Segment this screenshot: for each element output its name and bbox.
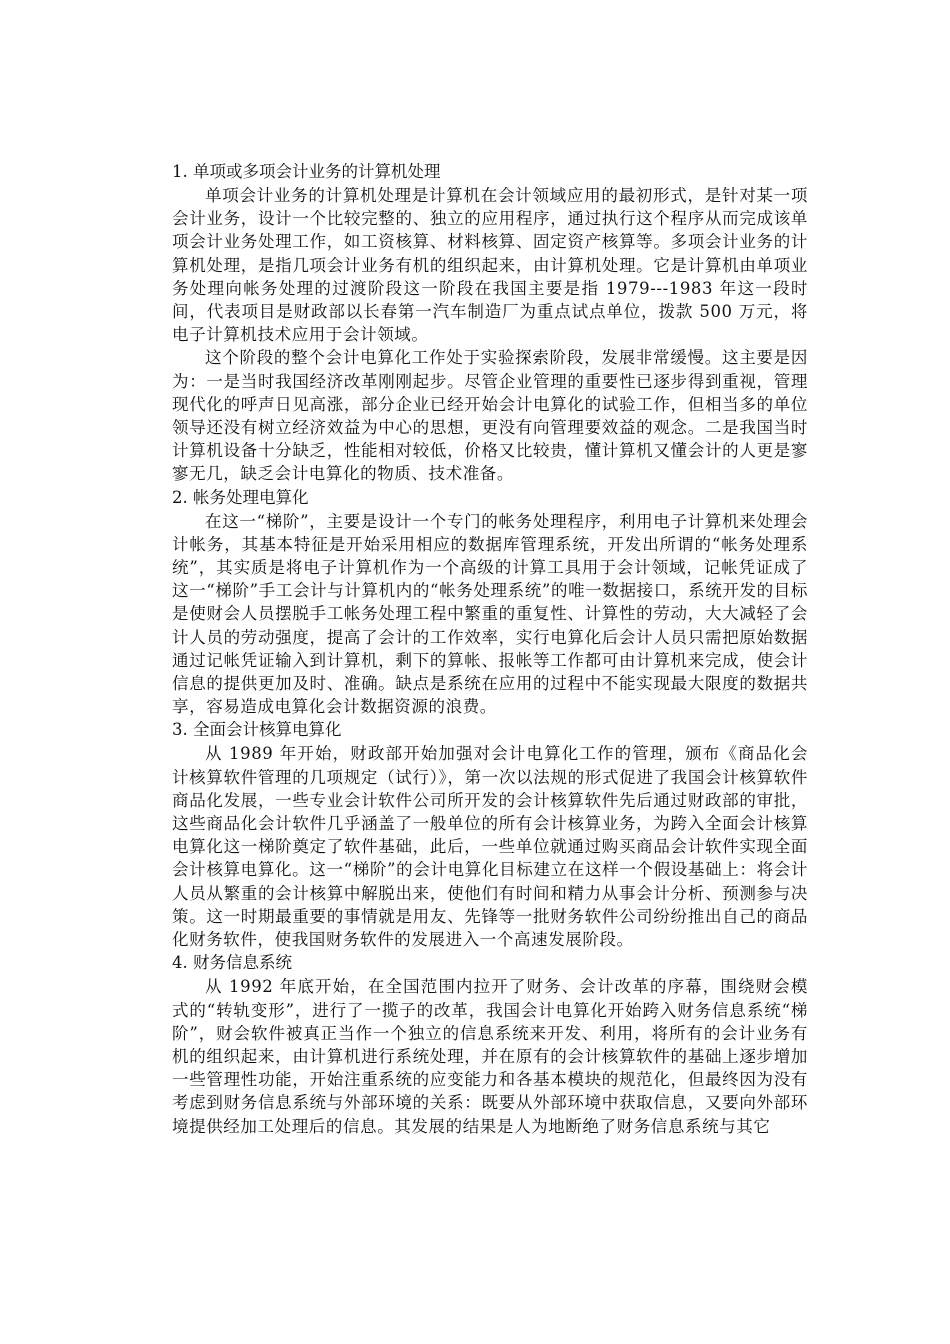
section-3-heading: 3. 全面会计核算电算化 bbox=[172, 720, 342, 740]
section-2-heading: 2. 帐务处理电算化 bbox=[172, 487, 309, 507]
section-3-paragraph-1: 从 1989 年开始，财政部开始加强对会计电算化工作的管理，颁布《商品化会计核算软件管理的几项规定（试行）》，第一次以法规的形式促进了我国会计核算软件商品化发展，一些专业会计软件公司所开发的会计核算软件先后通过财政部的审批，这些商品化会计软件几乎涵盖了一般单位的所有会计核算业务，为跨入全面会计核算电算化这一梯阶奠定了软件基础，此后，一些单位就通过购买商品会计软件实现全面会计核算电算化。这一“梯阶”的会计电算化目标建立在这样一个假设基础上：将会计人员从繁重的会计核算中解脱出来，使他们有时间和精力从事会计分析、预测参与决策。这一时期最重要的事情就是用友、先锋等一批财务软件公司纷纷推出自己的商品化财务软件，使我国财务软件的发展进入一个高速发展阶段。 bbox=[172, 744, 808, 950]
section-2-paragraph-1: 在这一“梯阶”，主要是设计一个专门的帐务处理程序，利用电子计算机来处理会计帐务，其基本特征是开始采用相应的数据库管理系统，开发出所谓的“帐务处理系统”，其实质是将电子计算机作为一个高级的计算工具用于会计领域，记帐凭证成了这一“梯阶”手工会计与计算机内的“帐务处理系统”的唯一数据接口，系统开发的目标是使财会人员摆脱手工帐务处理工程中繁重的重复性、计算性的劳动，大大减轻了会计人员的劳动强度，提高了会计的工作效率，实行电算化后会计人员只需把原始数据通过记帐凭证输入到计算机，剩下的算帐、报帐等工作都可由计算机来完成，使会计信息的提供更加及时、准确。缺点是系统在应用的过程中不能实现最大限度的数据共享，容易造成电算化会计数据资源的浪费。 bbox=[172, 511, 808, 717]
section-1-paragraph-2: 这个阶段的整个会计电算化工作处于实验探索阶段，发展非常缓慢。这主要是因为：一是当时我国经济改革刚刚起步。尽管企业管理的重要性已逐步得到重视，管理现代化的呼声日见高涨，部分企业已经开始会计电算化的试验工作，但相当多的单位领导还没有树立经济效益为中心的思想，更没有向管理要效益的观念。二是我国当时计算机设备十分缺乏，性能相对较低，价格又比较贵，懂计算机又懂会计的人更是寥寥无几，缺乏会计电算化的物质、技术准备。 bbox=[172, 348, 808, 484]
section-4-paragraph-1: 从 1992 年底开始，在全国范围内拉开了财务、会计改革的序幕，围绕财会模式的“转轨变形”，进行了一揽子的改革，我国会计电算化开始跨入财务信息系统“梯阶”，财会软件被真正当作一个独立的信息系统来开发、利用，将所有的会计业务有机的组织起来，由计算机进行系统处理，并在原有的会计核算软件的基础上逐步增加一些管理性功能，开始注重系统的应变能力和各基本模块的规范化，但最终因为没有考虑到财务信息系统与外部环境的关系：既要从外部环境中获取信息，又要向外部环境提供经加工处理后的信息。其发展的结果是人为地断绝了财务信息系统与其它 bbox=[172, 977, 808, 1136]
section-1-heading: 1. 单项或多项会计业务的计算机处理 bbox=[172, 162, 441, 181]
document-body bbox=[172, 160, 808, 1138]
section-4-heading: 4. 财务信息系统 bbox=[172, 953, 292, 973]
section-1-paragraph-1: 单项会计业务的计算机处理是计算机在会计领域应用的最初形式，是针对某一项会计业务，设计一个比较完整的、独立的应用程序，通过执行这个程序从而完成该单项会计业务处理工作，如工资核算、材料核算、固定资产核算等。多项会计业务的计算机处理，是指几项会计业务有机的组织起来，由计算机处理。它是计算机由单项业务处理向帐务处理的过渡阶段这一阶段在我国主要是指 1979---1983 年这一段时间，代表项目是财政部以长春第一汽车制造厂为重点试点单位，拨款 500 万元，将电子计算机技术应用于会计领域。 bbox=[172, 186, 808, 345]
